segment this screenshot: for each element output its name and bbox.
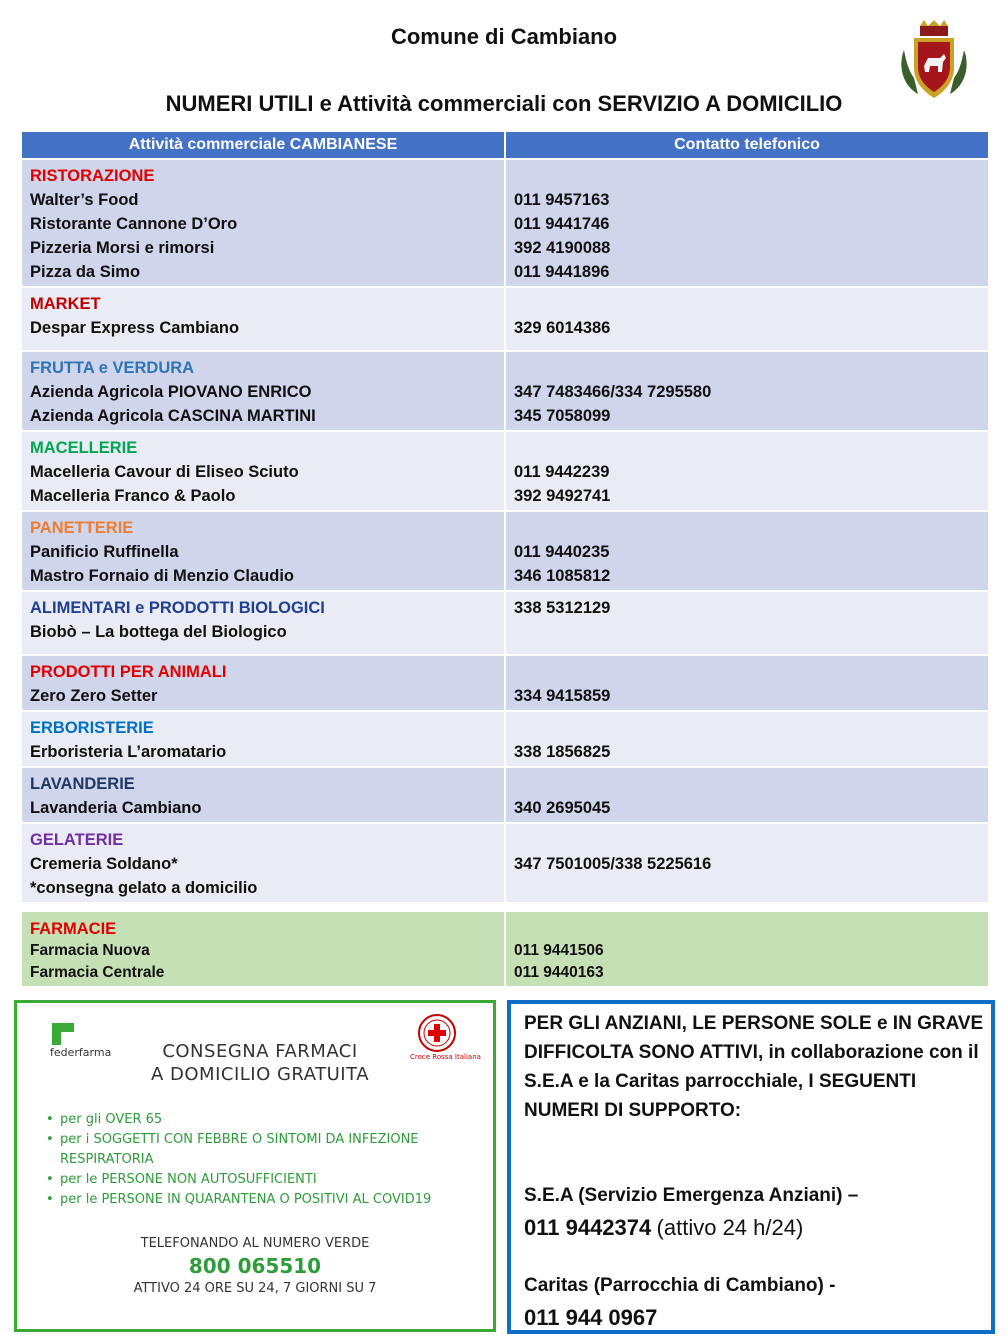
business-phone[interactable]: 338 5312129 [514, 599, 611, 617]
delivery-title-line1: CONSEGNA FARMACI [162, 1041, 358, 1062]
activity-cell [21, 591, 505, 655]
column-header-activity: Attività commerciale CAMBIANESE [21, 131, 505, 159]
phone-cell [505, 911, 989, 987]
business-name: Farmacia Nuova [30, 942, 150, 959]
business-phone[interactable]: 347 7483466/334 7295580 [514, 383, 712, 401]
caritas-contact [524, 1270, 984, 1336]
business-phone[interactable]: 011 9441746 [514, 215, 610, 233]
category-label: MACELLERIE [30, 439, 138, 457]
caritas-phone[interactable]: 011 944 0967 [524, 1305, 658, 1330]
list-item: • per i SOGGETTI CON FEBBRE O SINTOMI DA INFEZIONE RESPIRATORIA [44, 1130, 484, 1170]
table-row [21, 511, 989, 591]
business-phone[interactable]: 011 9457163 [514, 191, 610, 209]
sea-phone[interactable]: 011 9442374 [524, 1215, 652, 1240]
table-row [21, 159, 989, 287]
page-title: NUMERI UTILI e Attività commerciali con SERVIZIO A DOMICILIO [165, 91, 843, 116]
call-instruction: TELEFONANDO AL NUMERO VERDE [140, 1236, 370, 1251]
row-spacer [21, 903, 989, 911]
federfarma-label: federfarma [50, 1046, 112, 1059]
table-row [21, 591, 989, 655]
phone-cell [505, 711, 989, 767]
table-row [21, 431, 989, 511]
business-phone[interactable]: 011 9440235 [514, 543, 610, 561]
activity-cell [21, 287, 505, 351]
business-directory-table [20, 130, 990, 988]
phone-cell [505, 287, 989, 351]
red-cross-label: Croce Rossa Italiana [410, 1053, 481, 1061]
column-header-phone: Contatto telefonico [505, 131, 989, 159]
toll-free-number[interactable]: 800 065510 [188, 1254, 322, 1278]
category-label: LAVANDERIE [30, 775, 135, 793]
category-label: ERBORISTERIE [30, 719, 154, 737]
business-name: Panificio Ruffinella [30, 543, 179, 561]
business-name: Farmacia Centrale [30, 964, 165, 981]
activity-cell [21, 511, 505, 591]
activity-cell [21, 431, 505, 511]
delivery-title-line2: A DOMICILIO GRATUITA [150, 1064, 370, 1085]
business-name: *consegna gelato a domicilio [30, 879, 258, 897]
activity-cell [21, 351, 505, 431]
phone-cell [505, 159, 989, 287]
business-phone[interactable]: 392 9492741 [514, 487, 611, 505]
table-row [21, 823, 989, 903]
municipality-title: Comune di Cambiano [390, 24, 618, 49]
business-name: Pizza da Simo [30, 263, 141, 281]
delivery-title [120, 1040, 400, 1086]
category-label: FARMACIE [30, 920, 117, 938]
list-item: • per gli OVER 65 [44, 1110, 484, 1130]
phone-cell [505, 767, 989, 823]
table-row [21, 287, 989, 351]
business-phone[interactable]: 011 9441896 [514, 263, 610, 281]
business-phone[interactable]: 011 9440163 [514, 964, 604, 981]
business-name: Macelleria Cavour di Eliseo Sciuto [30, 463, 299, 481]
business-name: Macelleria Franco & Paolo [30, 487, 236, 505]
sea-note: (attivo 24 h/24) [656, 1215, 804, 1240]
activity-cell [21, 159, 505, 287]
business-name: Azienda Agricola PIOVANO ENRICO [30, 383, 312, 401]
phone-cell [505, 511, 989, 591]
business-phone[interactable]: 346 1085812 [514, 567, 611, 585]
category-label: FRUTTA e VERDURA [30, 359, 195, 377]
table-row [21, 767, 989, 823]
category-label: RISTORAZIONE [30, 167, 155, 185]
activity-cell [21, 711, 505, 767]
sea-label: S.E.A (Servizio Emergenza Anziani) – [524, 1185, 859, 1206]
business-phone[interactable]: 338 1856825 [514, 743, 611, 761]
business-phone[interactable]: 011 9441506 [514, 942, 604, 959]
business-phone[interactable]: 011 9442239 [514, 463, 610, 481]
business-phone[interactable]: 329 6014386 [514, 319, 611, 337]
business-name: Zero Zero Setter [30, 687, 158, 705]
red-cross-logo-icon [417, 1013, 457, 1053]
business-name: Biobò – La bottega del Biologico [30, 623, 287, 641]
table-row-pharmacy [21, 911, 989, 987]
business-phone[interactable]: 345 7058099 [514, 407, 611, 425]
category-label: PANETTERIE [30, 519, 134, 537]
phone-cell [505, 655, 989, 711]
business-name: Despar Express Cambiano [30, 319, 240, 337]
business-name: Cremeria Soldano* [30, 855, 178, 873]
sea-contact [524, 1180, 984, 1246]
list-item: • per le PERSONE NON AUTOSUFFICIENTI [44, 1170, 484, 1190]
list-item: • per le PERSONE IN QUARANTENA O POSITIVI AL COVID19 [44, 1190, 484, 1210]
category-label: PRODOTTI PER ANIMALI [30, 663, 227, 681]
table-row [21, 711, 989, 767]
activity-cell [21, 911, 505, 987]
business-name: Mastro Fornaio di Menzio Claudio [30, 567, 294, 585]
phone-cell [505, 591, 989, 655]
business-name: Lavanderia Cambiano [30, 799, 202, 817]
business-name: Walter’s Food [30, 191, 139, 209]
activity-cell [21, 767, 505, 823]
delivery-eligibility-list [44, 1110, 484, 1210]
phone-cell [505, 351, 989, 431]
coat-of-arms-icon [896, 20, 972, 102]
table-row [21, 351, 989, 431]
availability-note: ATTIVO 24 ORE SU 24, 7 GIORNI SU 7 [133, 1281, 377, 1296]
phone-cell [505, 431, 989, 511]
category-label: GELATERIE [30, 831, 124, 849]
business-phone[interactable]: 340 2695045 [514, 799, 611, 817]
business-phone[interactable]: 334 9415859 [514, 687, 611, 705]
activity-cell [21, 655, 505, 711]
business-name: Erboristeria L’aromatario [30, 743, 227, 761]
phone-cell [505, 823, 989, 903]
activity-cell [21, 823, 505, 903]
spacer-cell [21, 903, 989, 911]
category-label: ALIMENTARI e PRODOTTI BIOLOGICI [30, 599, 325, 617]
business-name: Pizzeria Morsi e rimorsi [30, 239, 215, 257]
business-phone[interactable]: 347 7501005/338 5225616 [514, 855, 712, 873]
business-name: Azienda Agricola CASCINA MARTINI [30, 407, 316, 425]
federfarma-logo-icon [52, 1023, 74, 1045]
business-phone[interactable]: 392 4190088 [514, 239, 611, 257]
table-row [21, 655, 989, 711]
business-name: Ristorante Cannone D’Oro [30, 215, 238, 233]
support-intro: PER GLI ANZIANI, LE PERSONE SOLE e IN GRAVE DIFFICOLTA SONO ATTIVI, in collaborazione con il S.E.A e la Caritas parrocchiale, I SEGUENTI NUMERI DI SUPPORTO: [524, 1013, 984, 1121]
caritas-label: Caritas (Parrocchia di Cambiano) - [524, 1275, 836, 1296]
category-label: MARKET [30, 295, 101, 313]
